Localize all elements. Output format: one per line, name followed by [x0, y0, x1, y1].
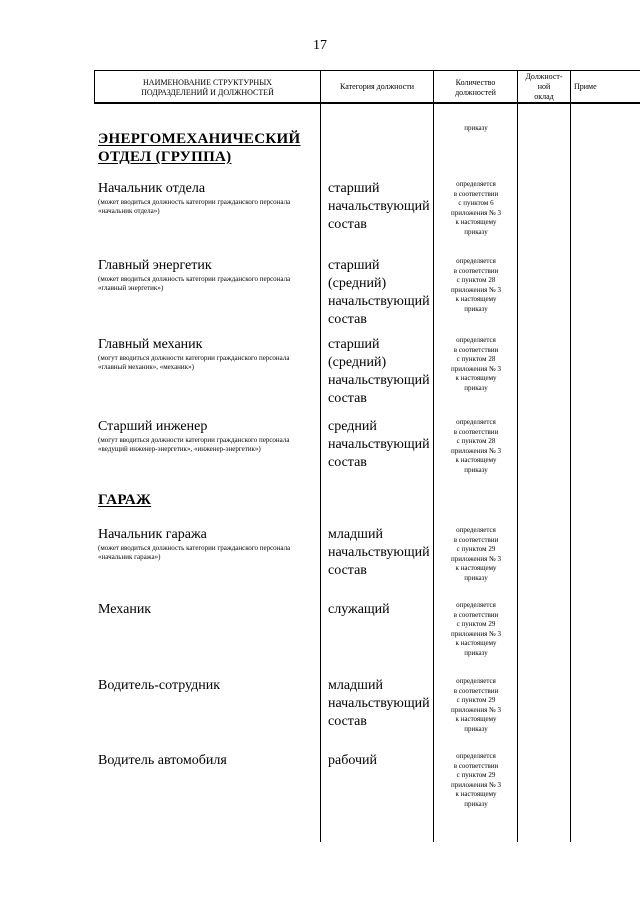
count-line: в соответствии: [453, 427, 499, 436]
header-col-salary-line: оклад: [534, 92, 554, 101]
position-category: [328, 418, 438, 472]
position-title: Главный механик: [98, 337, 203, 352]
category-line: младший: [328, 527, 383, 542]
count-line: с пунктом 28: [456, 437, 496, 445]
position-category: [328, 336, 438, 408]
position-count: [434, 526, 518, 583]
position-count: [434, 257, 518, 314]
category-line: состав: [328, 563, 367, 578]
category-line: (средний): [328, 355, 387, 370]
category-line: состав: [328, 714, 367, 729]
section-title-energomech: [98, 130, 300, 166]
count-line: определяется: [456, 336, 496, 344]
position-note: (могут вводиться должности категории гражданского персонала «ведущий инженер-энергетик», «инженер-энергетик»): [98, 436, 290, 453]
count-line: к настоящему: [455, 456, 497, 464]
count-line: к настоящему: [455, 295, 497, 303]
section-title-line: ГАРАЖ: [98, 492, 152, 508]
count-line: в соответствии: [453, 761, 499, 770]
category-line: начальствующий: [328, 199, 430, 214]
section-title-line: ОТДЕЛ (ГРУППА): [98, 149, 232, 165]
count-line: определяется: [456, 526, 496, 534]
category-line: младший: [328, 678, 383, 693]
count-line: к настоящему: [455, 639, 497, 647]
count-line: к настоящему: [455, 790, 497, 798]
position-category: [328, 257, 438, 329]
count-line: приказу: [464, 304, 488, 313]
count-line: с пунктом 29: [456, 771, 496, 779]
count-line: в соответствии: [453, 610, 499, 619]
position-note: (могут вводиться должности категории гражданского персонала «главный механик», «механик»): [98, 354, 290, 371]
count-line: приказу: [464, 383, 488, 392]
count-line: в соответствии: [453, 266, 499, 275]
page-number: 17: [313, 38, 327, 53]
position-count: [434, 752, 518, 809]
count-line: с пунктом 29: [456, 696, 496, 704]
count-line: в соответствии: [453, 189, 499, 198]
header-col-count-line: должностей: [455, 88, 496, 97]
position-note: (может вводиться должность категории гражданского персонала «главный энергетик»): [98, 275, 291, 292]
category-line: служащий: [328, 602, 390, 617]
count-line: приложения № 3: [450, 285, 502, 294]
position-count: [434, 180, 518, 237]
header-col-name-line: НАИМЕНОВАНИЕ СТРУКТУРНЫХ: [143, 78, 272, 87]
category-line: начальствующий: [328, 373, 430, 388]
count-line: к настоящему: [455, 564, 497, 572]
carryover-count: приказу: [464, 124, 488, 132]
category-line: начальствующий: [328, 545, 430, 560]
header-col-note-label: Приме: [574, 82, 597, 91]
position-note: (может вводиться должность категории гражданского персонала «начальник отдела»): [98, 198, 291, 215]
header-col-name-line: ПОДРАЗДЕЛЕНИЙ И ДОЛЖНОСТЕЙ: [141, 88, 274, 97]
count-line: приложения № 3: [450, 364, 502, 373]
count-line: определяется: [456, 677, 496, 685]
count-line: к настоящему: [455, 218, 497, 226]
count-line: в соответствии: [453, 345, 499, 354]
count-line: приложения № 3: [450, 208, 502, 217]
category-line: старший: [328, 337, 380, 352]
count-line: приказу: [464, 648, 488, 657]
count-line: приложения № 3: [450, 780, 502, 789]
count-line: определяется: [456, 257, 496, 265]
category-line: рабочий: [328, 753, 377, 768]
count-line: к настоящему: [455, 715, 497, 723]
count-line: в соответствии: [453, 535, 499, 544]
position-title: Начальник гаража: [98, 527, 207, 542]
header-col-salary: [518, 72, 570, 102]
category-line: начальствующий: [328, 294, 430, 309]
section-title-garage: [98, 491, 151, 509]
category-line: старший: [328, 181, 380, 196]
category-line: старший: [328, 258, 380, 273]
count-line: приложения № 3: [450, 446, 502, 455]
count-line: приказу: [464, 227, 488, 236]
header-col-salary-line: ной: [537, 82, 551, 91]
category-line: начальствующий: [328, 437, 430, 452]
position-category: [328, 601, 438, 619]
position-title: Водитель автомобиля: [98, 753, 227, 768]
position-note: (может вводиться должность категории гражданского персонала «начальник гаража»): [98, 544, 291, 561]
position-count: [434, 677, 518, 734]
count-line: приложения № 3: [450, 554, 502, 563]
count-line: определяется: [456, 601, 496, 609]
count-line: определяется: [456, 418, 496, 426]
category-line: средний: [328, 419, 377, 434]
header-col-name: [95, 78, 320, 98]
section-title-line: ЭНЕРГОМЕХАНИЧЕСКИЙ: [98, 131, 301, 147]
count-line: определяется: [456, 752, 496, 760]
position-title: Водитель-сотрудник: [98, 678, 221, 693]
category-line: начальствующий: [328, 696, 430, 711]
header-col-category-label: Категория должности: [340, 82, 414, 91]
header-col-count-line: Количество: [455, 78, 496, 87]
position-category: [328, 677, 438, 731]
count-line: с пунктом 28: [456, 355, 496, 363]
header-col-category: [321, 82, 433, 92]
count-line: приложения № 3: [450, 705, 502, 714]
count-line: в соответствии: [453, 686, 499, 695]
count-line: приказу: [464, 573, 488, 582]
position-title: Начальник отдела: [98, 181, 206, 196]
position-category: [328, 526, 438, 580]
position-category: [328, 752, 438, 770]
count-line: приказу: [464, 724, 488, 733]
position-count: [434, 601, 518, 658]
header-col-salary-line: Должност-: [525, 72, 563, 81]
count-line: приложения № 3: [450, 629, 502, 638]
position-title: Главный энергетик: [98, 258, 212, 273]
position-title: Механик: [98, 602, 152, 617]
category-line: состав: [328, 391, 367, 406]
category-line: (средний): [328, 276, 387, 291]
position-count: [434, 418, 518, 475]
position-category: [328, 180, 438, 234]
header-col-count: [434, 78, 517, 98]
count-line: с пунктом 6: [458, 199, 494, 207]
header-col-note: [574, 82, 640, 92]
count-line: к настоящему: [455, 374, 497, 382]
count-line: приказу: [464, 799, 488, 808]
position-title: Старший инженер: [98, 419, 208, 434]
count-line: определяется: [456, 180, 496, 188]
count-line: с пунктом 29: [456, 620, 496, 628]
count-line: с пунктом 29: [456, 545, 496, 553]
position-count: [434, 336, 518, 393]
category-line: состав: [328, 312, 367, 327]
count-line: приказу: [464, 465, 488, 474]
category-line: состав: [328, 455, 367, 470]
category-line: состав: [328, 217, 367, 232]
count-line: с пунктом 28: [456, 276, 496, 284]
